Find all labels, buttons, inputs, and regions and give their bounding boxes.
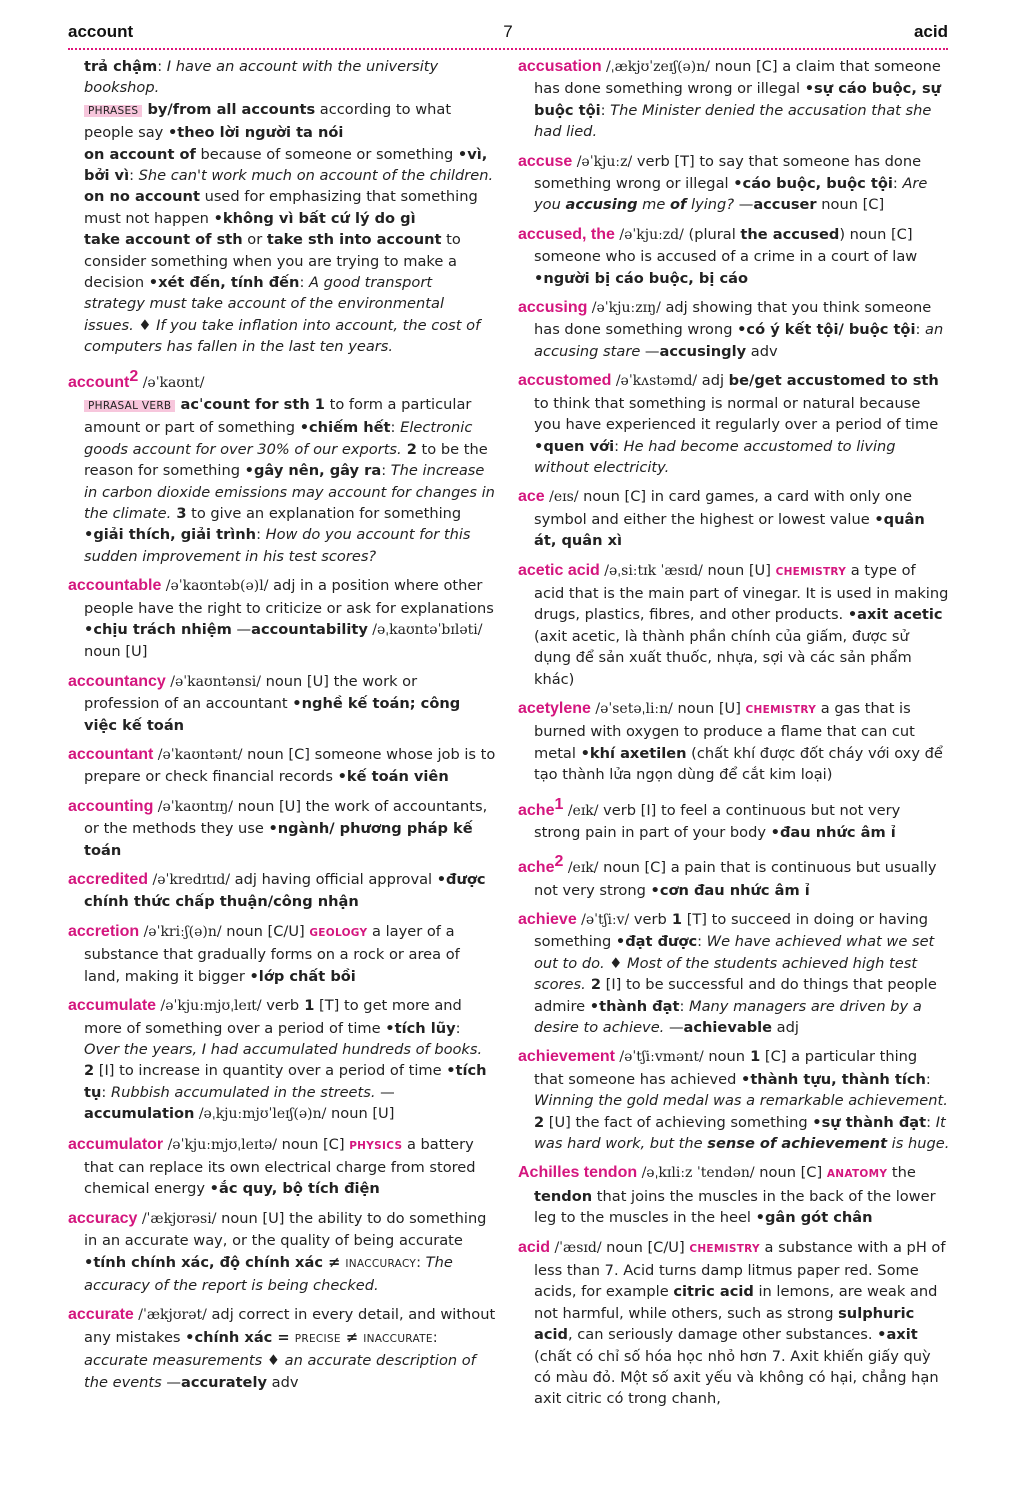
plural-note: (plural xyxy=(683,225,741,243)
definition: to get more and more of something over a period of time xyxy=(84,997,462,1037)
colon: : xyxy=(600,101,611,119)
translation: •sự thành đạt xyxy=(812,1113,927,1131)
part-of-speech: adj xyxy=(697,372,729,390)
synonym-word: PRECISE xyxy=(294,1332,341,1345)
headword: accustomed xyxy=(518,372,612,390)
pronunciation: /əˈkaʊnt/ xyxy=(138,374,205,391)
part-of-speech: noun [U] xyxy=(216,1209,285,1227)
headword: Achilles tendon xyxy=(518,1164,638,1182)
part-of-speech: adj xyxy=(230,871,257,889)
part-of-speech: noun [C] xyxy=(598,859,667,877)
translation: •người bị cáo buộc, bị cáo xyxy=(534,269,748,287)
colon: : xyxy=(455,1019,461,1037)
connector: or xyxy=(242,231,267,249)
headword: ache xyxy=(518,859,555,877)
definition: having official approval xyxy=(256,871,437,889)
headword: achievement xyxy=(518,1048,615,1066)
definition: to consider something when you are trying to make a decision xyxy=(84,231,461,292)
translation: •axit acetic xyxy=(847,606,943,624)
example: Many managers are driven by a desire to achieve. xyxy=(534,997,922,1036)
definition: to give an explanation for something xyxy=(186,504,462,522)
part-of-speech: noun [C] xyxy=(710,58,778,75)
definition: the work or profession of an accountant xyxy=(84,672,418,713)
definition: to feel a continuous but not very strong pain in part of your body xyxy=(534,801,901,841)
translation: •xét đến, tính đến xyxy=(148,274,300,292)
entry-accounting xyxy=(68,796,496,861)
definition: someone whose job is to prepare or check financial records xyxy=(84,746,496,786)
right-guide-word: acid xyxy=(913,22,948,41)
grammar-code: [C] xyxy=(760,1048,787,1066)
left-guide-word: account xyxy=(68,22,134,41)
pronunciation: /əˌkaʊntəˈbɪləti/ xyxy=(367,622,483,639)
headword: accusing xyxy=(518,299,588,317)
subject-label: GEOLOGY xyxy=(309,926,368,939)
example-keyword: sense of achievement xyxy=(707,1135,888,1152)
colon: : xyxy=(697,933,707,951)
derived-word: accurately xyxy=(181,1373,267,1391)
sense-number: 1 xyxy=(309,395,325,413)
equal-sign: = xyxy=(272,1328,295,1346)
pronunciation: /əˌsiːtɪk ˈæsɪd/ xyxy=(599,562,703,579)
part-of-speech: noun [C] xyxy=(242,746,310,764)
translation: •kế toán viên xyxy=(337,768,449,786)
translation: •chiếm hết xyxy=(299,419,391,437)
headword: ace xyxy=(518,488,545,506)
definition: a claim that someone has done something wrong or illegal xyxy=(534,58,941,98)
headword: acetic acid xyxy=(518,561,600,579)
translation: •vì, bởi vì xyxy=(84,145,488,185)
phrase: on account of xyxy=(84,145,196,163)
translation: •tích tụ xyxy=(84,1062,487,1101)
dash: — xyxy=(161,1373,181,1391)
pronunciation: /eɪk/ xyxy=(563,802,599,819)
entry-accusing xyxy=(518,297,950,362)
part-of-speech: adj xyxy=(772,1018,799,1036)
headword: accretion xyxy=(68,922,140,940)
sense-number: 2 xyxy=(84,1062,95,1080)
example: Are you xyxy=(534,175,928,214)
example: A good transport strategy must take account of the environmental issues. ♦ If you take inflation into account, the cost of computers has fallen in the last ten years. xyxy=(84,274,481,356)
pronunciation: /əˈkjuːmjʊˌleɪt/ xyxy=(156,998,262,1015)
phrasal-verb-label: PHRASAL VERB xyxy=(84,400,175,412)
example-keyword: accusing xyxy=(565,196,638,214)
part-of-speech: adj xyxy=(206,1306,234,1324)
headword: acid xyxy=(518,1238,551,1256)
pronunciation: /əˈkriːʃ(ə)n/ xyxy=(139,923,222,940)
grammar-code: [U] xyxy=(544,1113,571,1131)
translation: •đau nhức âm ỉ xyxy=(770,823,896,841)
sense-number: 1 xyxy=(745,1048,761,1066)
cross-reference: tendon xyxy=(534,1187,593,1205)
headword: accounting xyxy=(68,797,154,815)
colon: : xyxy=(381,462,391,480)
homograph-number: 2 xyxy=(554,853,564,871)
dash: — xyxy=(734,196,754,214)
pronunciation: /əˈkaʊntɪŋ/ xyxy=(153,798,234,815)
example: is huge. xyxy=(887,1135,950,1152)
sense-number: 1 xyxy=(666,910,683,928)
translation: •nghề kế toán; công việc kế toán xyxy=(84,695,461,734)
definition: the work of accountants, or the methods they use xyxy=(84,797,488,838)
part-of-speech: noun [U] xyxy=(260,672,329,690)
example: We have achieved what we set out to do. ♦ Most of the students achieved high test scores. xyxy=(534,933,935,994)
definition: to increase in quantity over a period of time xyxy=(114,1062,447,1080)
entry-ace xyxy=(518,486,950,551)
phrases-label: PHRASES xyxy=(84,105,142,117)
translation: •ắc quy, bộ tích điện xyxy=(209,1180,380,1198)
translation-note: (axit acetic, là thành phần chính của giấm, được sử dụng để sản xuất thuốc, nhựa, sợi và các sản phẩm khác) xyxy=(534,627,912,688)
translation: •ngành/ phương pháp kế toán xyxy=(84,820,473,859)
example: Winning the gold medal was a remarkable achievement. xyxy=(534,1092,948,1110)
colon: : xyxy=(101,1083,111,1101)
example-keyword: of xyxy=(670,196,687,214)
part-of-speech: noun [C/U] xyxy=(601,1238,690,1256)
translation: •có ý kết tội/ buộc tội xyxy=(737,321,916,339)
entry-accountable xyxy=(68,575,496,663)
cross-reference: citric acid xyxy=(673,1283,754,1301)
part-of-speech: adj xyxy=(268,577,296,595)
definition: the xyxy=(887,1164,916,1182)
definition: a particular thing that someone has achieved xyxy=(534,1048,918,1088)
translation: •thành tựu, thành tích xyxy=(741,1070,926,1088)
headword: accumulator xyxy=(68,1135,164,1153)
example: me xyxy=(637,196,671,214)
example: He had become accustomed to living without electricity. xyxy=(534,437,896,476)
grammar-code: [T] xyxy=(682,910,708,928)
translation: •thành đạt xyxy=(589,997,680,1015)
entry-accountant xyxy=(68,744,496,788)
colon: : xyxy=(614,437,624,455)
entry-accumulate xyxy=(68,995,496,1125)
definition: a type of acid that is the main part of vinegar. It is used in making drugs, plastics, fibres, and other products. xyxy=(534,561,949,624)
derived-word: accusingly xyxy=(659,342,747,360)
subject-label: CHEMISTRY xyxy=(689,1242,760,1255)
entry-account-continued xyxy=(68,56,496,358)
translation: •được chính thức chấp thuận/công nhận xyxy=(84,871,486,911)
part-of-speech: noun [U] xyxy=(84,643,148,661)
entry-accusation xyxy=(518,56,950,143)
part-of-speech: verb [I] xyxy=(598,801,657,819)
part-of-speech: noun [C] xyxy=(578,488,647,506)
subject-label: CHEMISTRY xyxy=(745,703,817,716)
part-of-speech: verb xyxy=(261,997,300,1015)
colon: : xyxy=(416,1253,426,1271)
derived-word: accuser xyxy=(753,196,817,214)
headword: accountancy xyxy=(68,672,166,690)
colon: : xyxy=(129,167,139,185)
definition: correct in every detail, and without any mistakes xyxy=(84,1306,496,1346)
subject-label: ANATOMY xyxy=(826,1168,888,1181)
phrase: take account of sth xyxy=(84,231,243,249)
grammar-code: [I] xyxy=(601,976,622,994)
example: It was hard work, but the xyxy=(534,1113,946,1152)
definition: in a position where other people have the right to criticize or ask for explanations xyxy=(84,577,494,617)
entry-acetylene xyxy=(518,698,950,786)
part-of-speech: noun [C] xyxy=(277,1135,350,1153)
left-column xyxy=(68,56,496,1496)
translation: •cơn đau nhức âm ỉ xyxy=(650,881,810,899)
headword: accused, the xyxy=(518,225,615,243)
entry-achieve xyxy=(518,909,950,1038)
entry-ache-2 xyxy=(518,851,950,901)
translation: •tính chính xác, độ chính xác xyxy=(84,1253,323,1271)
derived-word: achievable xyxy=(683,1018,773,1036)
dash: — xyxy=(231,621,252,639)
dash: — xyxy=(664,1018,684,1036)
definition: to think that something is normal or natural because you have experienced it regularly over a period of time xyxy=(534,394,939,434)
pronunciation: /eɪs/ xyxy=(544,489,579,506)
translation: •không vì bất cứ lý do gì xyxy=(213,209,416,227)
definition: according to what people say xyxy=(84,100,452,142)
part-of-speech: adj xyxy=(660,299,688,317)
translation: •cáo buộc, buộc tội xyxy=(733,175,893,193)
pronunciation: /əˈkjuːzd/ xyxy=(614,226,684,243)
pronunciation: /əˈkʌstəmd/ xyxy=(611,373,698,390)
translation: trả chậm xyxy=(84,58,158,75)
part-of-speech: verb xyxy=(629,910,667,928)
page-header xyxy=(68,22,948,50)
pronunciation: /əˌkɪliːz ˈtendən/ xyxy=(637,1165,755,1182)
part-of-speech: adv xyxy=(746,342,778,360)
translation: •đạt được xyxy=(615,933,698,951)
entry-achievement xyxy=(518,1046,950,1154)
opposite-word: INACCURACY xyxy=(345,1257,417,1270)
pronunciation: /əˈkaʊntəb(ə)l/ xyxy=(161,578,269,595)
translation: •quân át, quân xì xyxy=(534,510,925,550)
entry-accretion xyxy=(68,921,496,987)
not-equal-sign: ≠ xyxy=(322,1253,346,1271)
definition: a pain that is continuous but usually not very strong xyxy=(534,859,937,899)
definition: a gas that is burned with oxygen to produce a flame that can cut metal xyxy=(534,699,915,762)
entry-accountancy xyxy=(68,671,496,736)
example: The increase in carbon dioxide emissions may account for changes in the climate. xyxy=(84,462,495,522)
part-of-speech: noun [U] xyxy=(672,699,746,717)
example: How do you account for this sudden improvement in his test scores? xyxy=(84,526,471,565)
pronunciation: /əˌkjuːmjʊˈleɪʃ(ə)n/ xyxy=(194,1106,327,1123)
entry-accuracy xyxy=(68,1208,496,1297)
part-of-speech: noun [C] xyxy=(816,196,885,214)
definition: , can seriously damage other substances. xyxy=(567,1326,878,1344)
subject-label: PHYSICS xyxy=(349,1139,403,1152)
entry-accumulator xyxy=(68,1134,496,1200)
part-of-speech: noun [U] xyxy=(702,561,776,579)
cross-reference: sulphuric acid xyxy=(534,1304,915,1344)
definition: in card games, a card with only one symbol and either the highest or lowest value xyxy=(534,488,913,528)
pronunciation: /əˈkaʊntənt/ xyxy=(153,747,243,764)
pronunciation: /əˈkjuːz/ xyxy=(572,153,633,170)
pronunciation: /ˌækjʊˈzeɪʃ(ə)n/ xyxy=(601,59,711,75)
colon: : xyxy=(256,526,266,544)
headword: accountable xyxy=(68,577,162,595)
translation: •chịu trách nhiệm xyxy=(84,621,232,639)
entry-acid xyxy=(518,1237,950,1410)
sense-number: 2 xyxy=(585,976,602,994)
example: accurate measurements ♦ an accurate description of the events xyxy=(84,1352,476,1391)
definition: the fact of achieving something xyxy=(570,1113,813,1131)
pronunciation: /ˈækjʊrət/ xyxy=(133,1307,207,1324)
page-number: 7 xyxy=(503,22,513,41)
phrase: be/get accustomed to sth xyxy=(728,372,939,390)
headword: accuse xyxy=(518,152,573,170)
definition: because of someone or something xyxy=(195,145,458,163)
pronunciation: /əˈkaʊntənsi/ xyxy=(165,673,261,690)
definition: that joins the muscles in the back of the lower leg to the muscles in the heel xyxy=(534,1187,936,1227)
part-of-speech: noun [C] xyxy=(754,1164,827,1182)
pronunciation: /ˈæsɪd/ xyxy=(550,1239,602,1256)
headword: accumulate xyxy=(68,997,157,1015)
derived-word: accountability xyxy=(251,621,368,639)
entry-account-2 xyxy=(68,366,496,568)
definition: showing that you think someone has done something wrong xyxy=(534,299,932,339)
translation-note: (chất có chỉ số hóa học nhỏ hơn 7. Axit khiến giấy quỳ có màu đỏ. Một số axit yếu và không có hại, chẳng hạn axit citric có trong chanh, xyxy=(534,1347,939,1408)
dash: — xyxy=(640,342,660,360)
part-of-speech: adv xyxy=(266,1373,299,1391)
pronunciation: /əˈkjuːmjʊˌleɪtə/ xyxy=(163,1136,278,1153)
colon: : xyxy=(390,419,401,437)
pronunciation: /ˈækjʊrəsi/ xyxy=(137,1210,217,1227)
definition: the ability to do something in an accurate way, or the quality of being accurate xyxy=(84,1209,487,1250)
entry-ache-1 xyxy=(518,794,950,844)
not-equal-sign: ≠ xyxy=(340,1328,364,1346)
pronunciation: /əˈtʃiːvmənt/ xyxy=(614,1049,704,1066)
example: lying? xyxy=(686,196,735,214)
pronunciation: /əˈkjuːzɪŋ/ xyxy=(587,300,661,317)
example: Rubbish accumulated in the streets. xyxy=(110,1083,376,1101)
translation: •quen với xyxy=(534,437,615,455)
colon: : xyxy=(926,1113,936,1131)
headword: accuracy xyxy=(68,1209,138,1227)
colon: : xyxy=(925,1070,931,1088)
definition: to be the reason for something xyxy=(84,440,488,480)
sense-number: 2 xyxy=(401,440,417,458)
phrase: acˈcount for sth xyxy=(175,395,310,413)
example: an accusing stare xyxy=(534,321,944,360)
definition: a layer of a substance that gradually forms on a rock or area of land, making it bigger xyxy=(84,922,460,985)
part-of-speech: noun xyxy=(703,1048,746,1066)
example: The accuracy of the report is being checked. xyxy=(84,1253,453,1294)
phrase: take sth into account xyxy=(266,231,442,249)
translation: •theo lời người ta nói xyxy=(167,124,344,142)
example: She can't work much on account of the children. xyxy=(138,167,494,185)
translation: •tích lũy xyxy=(385,1019,456,1037)
colon: : xyxy=(157,58,167,75)
translation: •sự cáo buộc, sự buộc tội xyxy=(534,80,942,119)
headword: accurate xyxy=(68,1306,134,1324)
translation: •gây nên, gây ra xyxy=(244,462,382,480)
pronunciation: /əˈtʃiːv/ xyxy=(576,911,630,928)
part-of-speech: noun [U] xyxy=(326,1105,395,1123)
headword: acetylene xyxy=(518,699,591,717)
headword: accusation xyxy=(518,58,602,75)
grammar-code: [T] xyxy=(314,997,340,1015)
colon: : xyxy=(299,274,309,292)
pronunciation: /əˈkredɪtɪd/ xyxy=(148,872,231,889)
entry-accredited xyxy=(68,869,496,913)
example: The Minister denied the accusation that she had lied. xyxy=(534,101,932,141)
definition: used for emphasizing that something must not happen xyxy=(84,188,478,227)
translation: •axit xyxy=(877,1326,918,1344)
right-column xyxy=(518,56,950,1496)
homograph-number: 1 xyxy=(554,795,564,813)
entry-accused xyxy=(518,224,950,289)
headword: account xyxy=(68,373,130,391)
definition: to be successful and do things that people admire xyxy=(534,976,937,1015)
entry-acetic-acid xyxy=(518,560,950,690)
translation: •gân gót chân xyxy=(755,1209,873,1227)
example: Electronic goods account for over 30% of our exports. xyxy=(84,419,473,458)
entry-accurate xyxy=(68,1304,496,1393)
definition: a battery that can replace its own electrical charge from stored chemical energy xyxy=(84,1135,476,1198)
example: Over the years, I had accumulated hundreds of books. xyxy=(84,1040,483,1058)
headword: ache xyxy=(518,801,555,819)
definition: to succeed in doing or having something xyxy=(534,910,929,951)
pronunciation: /əˈsetəˌliːn/ xyxy=(590,700,673,717)
translation: •chính xác xyxy=(185,1328,273,1346)
dash: — xyxy=(375,1083,395,1101)
example: I have an account with the university bookshop. xyxy=(84,58,439,97)
definition: someone who is accused of a crime in a court of law xyxy=(534,248,918,266)
sense-number: 3 xyxy=(171,504,187,522)
sense-number: 1 xyxy=(299,997,315,1015)
colon: : xyxy=(915,321,926,339)
colon: : xyxy=(892,175,903,193)
entry-achilles-tendon xyxy=(518,1162,950,1228)
entry-accustomed xyxy=(518,370,950,478)
phrase: by/from all accounts xyxy=(142,100,316,118)
part-of-speech: noun [U] xyxy=(233,797,302,815)
homograph-number: 2 xyxy=(129,367,139,385)
part-of-speech: noun [C/U] xyxy=(221,922,310,940)
definition: to say that someone has done something wrong or illegal xyxy=(534,152,922,193)
derived-word: accumulation xyxy=(84,1105,195,1123)
definition: in lemons, are weak and not harmful, while others, such as strong xyxy=(534,1283,938,1322)
entry-accuse xyxy=(518,151,950,216)
definition: a substance with a pH of less than 7. Acid turns damp litmus paper red. Some acids, for example xyxy=(534,1238,946,1301)
colon: : xyxy=(679,997,690,1015)
translation: •khí axetilen xyxy=(580,744,687,762)
pronunciation: /eɪk/ xyxy=(563,860,599,877)
headword: accredited xyxy=(68,871,149,889)
part-of-speech: ) noun [C] xyxy=(839,225,913,243)
phrase: on no account xyxy=(84,188,200,206)
definition: to form a particular amount or part of something xyxy=(84,395,472,437)
sense-number: 2 xyxy=(534,1113,545,1131)
translation: •lớp chất bồi xyxy=(249,967,356,985)
opposite-word: INACCURATE xyxy=(363,1332,433,1345)
translation: •giải thích, giải trình xyxy=(84,526,257,544)
headword: achieve xyxy=(518,910,577,928)
headword: accountant xyxy=(68,746,154,764)
grammar-code: [I] xyxy=(94,1062,115,1080)
plural-form: the accused xyxy=(740,225,840,243)
subject-label: CHEMISTRY xyxy=(775,565,847,578)
translation-note: (chất khí được đốt cháy với oxy để tạo thành lửa ngọn dùng để cắt kim loại) xyxy=(534,744,943,784)
part-of-speech: verb [T] xyxy=(632,152,695,170)
colon: : xyxy=(432,1328,438,1346)
